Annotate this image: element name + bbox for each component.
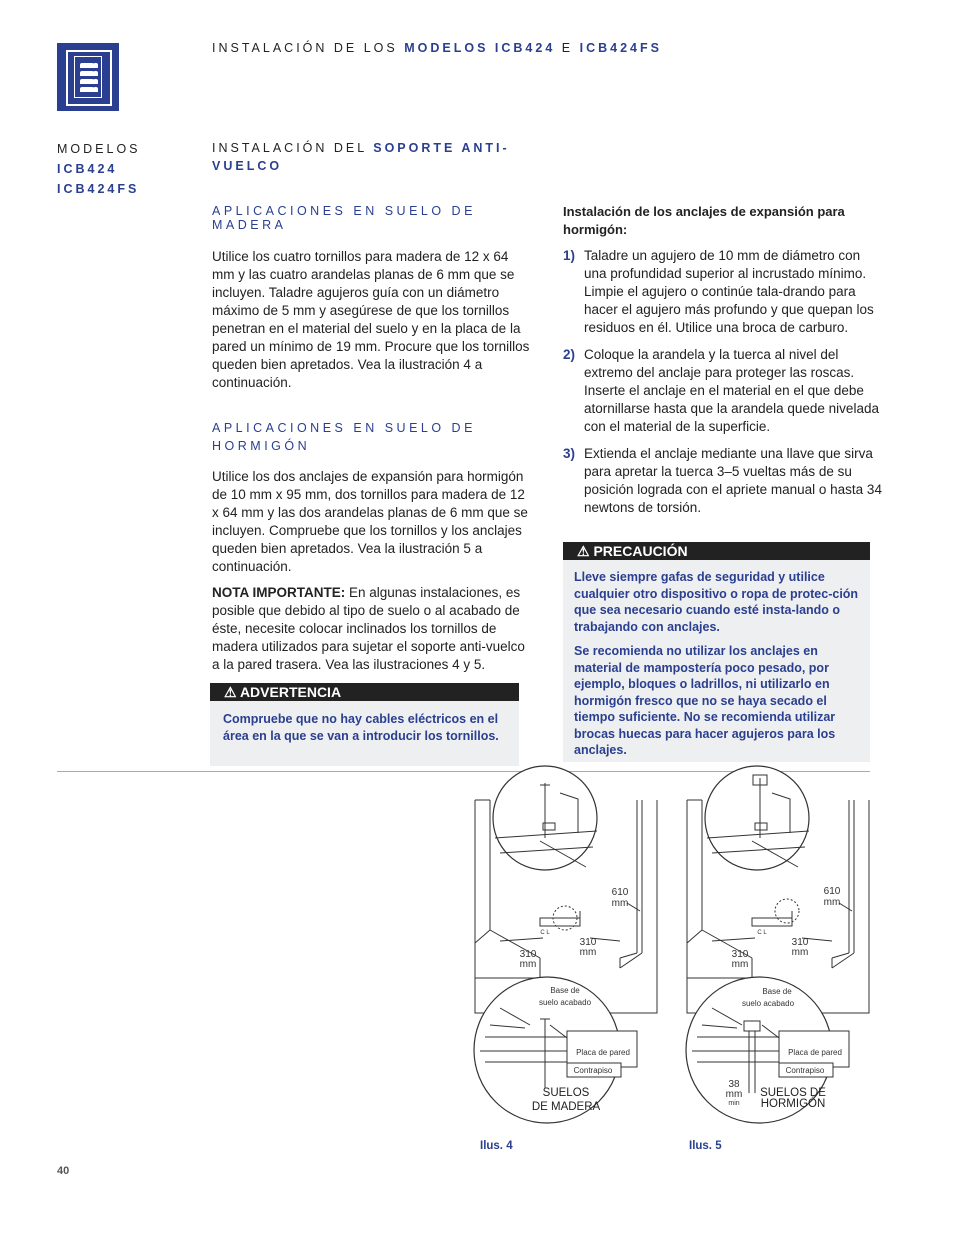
centerline-label: C L [757, 930, 767, 936]
floor-type-line2: DE MADERA [531, 1101, 601, 1113]
figure-5-concrete-floor [682, 763, 877, 1133]
floor-type-line1: SUELOS [542, 1087, 590, 1099]
figure-4-caption: Ilus. 4 [480, 1140, 513, 1152]
base-label-line1: Base de [550, 986, 580, 995]
depth-value: 38 [728, 1079, 740, 1090]
figure-5-caption: Ilus. 5 [689, 1140, 722, 1152]
caution-triangle-icon: ⚠ [577, 543, 590, 559]
warning-header [210, 683, 519, 701]
section-title [212, 139, 532, 175]
warning-title: ADVERTENCIA [239, 684, 342, 700]
important-note [212, 584, 534, 674]
refrigerator-icon [66, 50, 112, 106]
step-text: Extienda el anclaje mediante una llave que sirva para apretar la tuerca 3–5 vueltas más de su posición lograda con el apriete manual o hasta 34 newtons de torsión. [584, 446, 882, 515]
warning-box [210, 683, 519, 766]
sidebar-model2: ICB424FS [57, 182, 140, 196]
dim-310-left-unit: mm [731, 959, 749, 970]
wood-heading: APLICACIONES EN SUELO DE MADERA [212, 204, 476, 232]
brand-logo [57, 43, 119, 111]
step-number: 3) [563, 446, 576, 461]
left-column [212, 204, 534, 674]
step-item [563, 346, 883, 436]
floor-type-line2: HORMIGÓN [760, 1098, 826, 1110]
header-model1: MODELOS ICB424 [404, 41, 556, 55]
sidebar-label: MODELOS [57, 142, 141, 156]
sidebar-models [57, 139, 141, 199]
concrete-heading [212, 419, 534, 455]
note-text: En algunas instalaciones, es posible que debido al tipo de suelo o al acabado de éste, necesite colocar inclinados los tornillos de madera utilizados para sujetar el soporte anti-vuelco a la pared trasera. Vea las ilustraciones 4 y 5. [212, 585, 525, 672]
figure-4-wood-floor [470, 763, 665, 1133]
depth-min: min [728, 1100, 740, 1107]
base-label-line1: Base de [762, 987, 792, 996]
header-prefix: INSTALACIÓN DE LOS [212, 41, 398, 55]
dim-310-right: 310 [791, 937, 809, 948]
anchors-steps [563, 247, 883, 517]
dim-610-unit: mm [823, 897, 841, 908]
dim-310-left: 310 [731, 949, 749, 960]
header-model2: ICB424FS [579, 41, 662, 55]
caution-para2: Se recomienda no utilizar los anclajes en material de mampostería poco pesado, por ejemplo, bloques o ladrillos, ni utilizarlo en hormigón fresco que no se haya secado el tiempo suficiente. No se recomienda utilizar brocas huecas para hacer agujeros para los anclajes. [574, 644, 836, 757]
section-title-prefix: INSTALACIÓN DEL [212, 141, 367, 155]
wall-plate-label: Placa de pared [576, 1048, 630, 1057]
section-title-bold1: SOPORTE ANTI- [373, 141, 510, 155]
note-label: NOTA IMPORTANTE: [212, 585, 346, 600]
floor-type-line1: SUELOS DE [760, 1087, 826, 1099]
dim-310-left: 310 [519, 949, 537, 960]
step-number: 2) [563, 347, 576, 362]
base-label-line2: suelo acabado [538, 998, 592, 1007]
dim-610: 610 [611, 887, 629, 898]
step-text: Taladre un agujero de 10 mm de diámetro con una profundidad superior al incrustado mínimo. Limpie el agujero o continúe tala-drando para hacer el agujero más profundo y que quepan los residuos en él. Utilice una broca de carburo. [584, 248, 874, 335]
base-label-line2: suelo acabado [741, 999, 795, 1008]
section-title-bold2: VUELCO [212, 159, 283, 173]
dim-310-right: 310 [579, 937, 597, 948]
sidebar-model1: ICB424 [57, 162, 118, 176]
wall-plate-label: Placa de pared [788, 1048, 842, 1057]
caution-header [563, 542, 870, 560]
warning-text: Compruebe que no hay cables eléctricos en el área en la que se van a introducir los tornillos. [223, 712, 499, 743]
page-number: 40 [57, 1165, 70, 1177]
subfloor-label: Contrapiso [785, 1066, 825, 1075]
dim-310-right-unit: mm [579, 947, 597, 958]
centerline-label: C L [540, 930, 550, 936]
dim-610: 610 [823, 886, 841, 897]
warning-triangle-icon: ⚠ [224, 684, 237, 700]
step-item [563, 247, 883, 337]
concrete-heading-line1: APLICACIONES EN SUELO DE [212, 421, 476, 435]
concrete-heading-line2: HORMIGÓN [212, 439, 311, 453]
subfloor-label: Contrapiso [573, 1066, 613, 1075]
caution-title: PRECAUCIÓN [593, 543, 688, 559]
page-header [212, 41, 662, 55]
caution-para1: Lleve siempre gafas de seguridad y utilice cualquier otro dispositivo o ropa de protec-ción que sea necesario cuando esté insta-lando o trabajando con anclajes. [574, 570, 859, 634]
dim-310-right-unit: mm [791, 947, 809, 958]
step-text: Coloque la arandela y la tuerca al nivel del extremo del anclaje para proteger las roscas. Inserte el anclaje en el material en el que debe atornillarse hasta que la arandela quede nivelada con el material de la superficie. [584, 347, 879, 434]
wood-text: Utilice los cuatro tornillos para madera de 12 x 64 mm y las cuatro arandelas planas de 6 mm que se incluyen. Taladre agujeros guía con un diámetro máximo de 5 mm y asegúrese de que los tornillos penetran en el material del suelo y en la placa de la pared un mínimo de 19 mm. Procure que los tornillos queden bien apretados. Vea la ilustración 4 a continuación. [212, 249, 530, 390]
step-number: 1) [563, 248, 576, 263]
dim-310-left-unit: mm [519, 959, 537, 970]
concrete-text: Utilice los dos anclajes de expansión para hormigón de 10 mm x 95 mm, dos tornillos para madera de 12 x 64 mm y las dos arandelas planas de 6 mm que se incluyen. Compruebe que los tornillos y los anclajes queden bien apretados. Vea la ilustración 5 a continuación. [212, 469, 528, 574]
anchors-heading: Instalación de los anclajes de expansión para hormigón: [563, 204, 845, 237]
caution-box [563, 542, 870, 762]
dim-610-unit: mm [611, 898, 629, 909]
step-item [563, 445, 883, 517]
right-column [563, 203, 883, 526]
header-conj: E [561, 41, 574, 55]
depth-unit: mm [725, 1089, 743, 1100]
